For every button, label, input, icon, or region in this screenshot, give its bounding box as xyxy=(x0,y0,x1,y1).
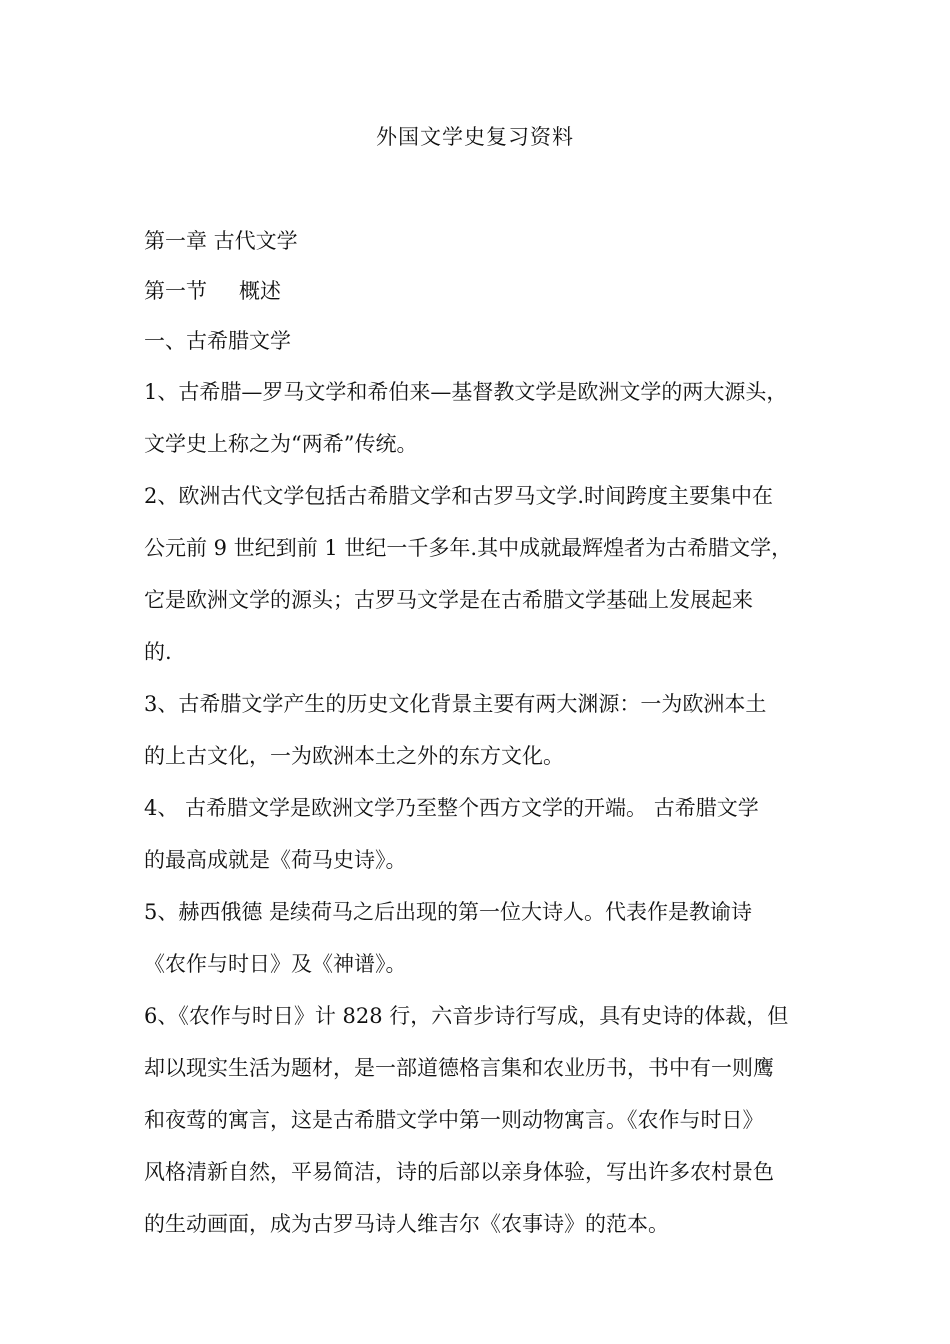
paragraph-line: 《农作与时日》及《神谱》。 xyxy=(144,952,407,976)
paragraph-line: 6、《农作与时日》计 828 行，六音步诗行写成，具有史诗的体裁，但 xyxy=(144,1004,789,1028)
paragraph-line: 文学史上称之为“两希”传统。 xyxy=(144,432,418,456)
paragraph-2 xyxy=(144,470,808,678)
paragraph-3 xyxy=(144,678,808,782)
paragraph-line: 3、古希腊文学产生的历史文化背景主要有两大渊源：一为欧洲本土 xyxy=(144,692,767,716)
paragraph-6 xyxy=(144,990,808,1250)
paragraph-line: 却以现实生活为题材，是一部道德格言集和农业历书，书中有一则鹰 xyxy=(144,1056,774,1080)
paragraph-line: 和夜莺的寓言，这是古希腊文学中第一则动物寓言。《农作与时日》 xyxy=(144,1108,764,1132)
paragraph-line: 的生动画面，成为古罗马诗人维吉尔《农事诗》的范本。 xyxy=(144,1212,669,1236)
document-title: 外国文学史复习资料 xyxy=(376,125,574,149)
paragraph-line: 1、古希腊—罗马文学和希伯来—基督教文学是欧洲文学的两大源头， xyxy=(144,380,788,404)
paragraph-line: 公元前 9 世纪到前 1 世纪一千多年.其中成就最辉煌者为古希腊文学， xyxy=(144,536,793,560)
paragraph-1 xyxy=(144,366,808,470)
paragraph-line: 它是欧洲文学的源头；古罗马文学是在古希腊文学基础上发展起来 xyxy=(144,588,753,612)
paragraph-line: 4、 古希腊文学是欧洲文学乃至整个西方文学的开端。 古希腊文学 xyxy=(144,796,759,820)
paragraph-line: 2、欧洲古代文学包括古希腊文学和古罗马文学.时间跨度主要集中在 xyxy=(144,484,774,508)
paragraph-5 xyxy=(144,886,808,990)
paragraph-4 xyxy=(144,782,808,886)
paragraph-line: 5、赫西俄德 是续荷马之后出现的第一位大诗人。代表作是教谕诗 xyxy=(144,900,753,924)
section-title: 概述 xyxy=(239,279,281,303)
paragraph-line: 的最高成就是《荷马史诗》。 xyxy=(144,848,407,872)
subsection-heading: 一、古希腊文学 xyxy=(144,329,291,353)
paragraph-line: 风格清新自然，平易简洁，诗的后部以亲身体验，写出许多农村景色 xyxy=(144,1160,774,1184)
paragraph-line: 的上古文化，一为欧洲本土之外的东方文化。 xyxy=(144,744,564,768)
chapter-heading: 第一章 古代文学 xyxy=(144,229,298,253)
section-number: 第一节 xyxy=(144,279,207,303)
document-body xyxy=(144,216,808,1250)
section-heading xyxy=(144,266,808,316)
paragraph-line: 的. xyxy=(144,640,172,664)
